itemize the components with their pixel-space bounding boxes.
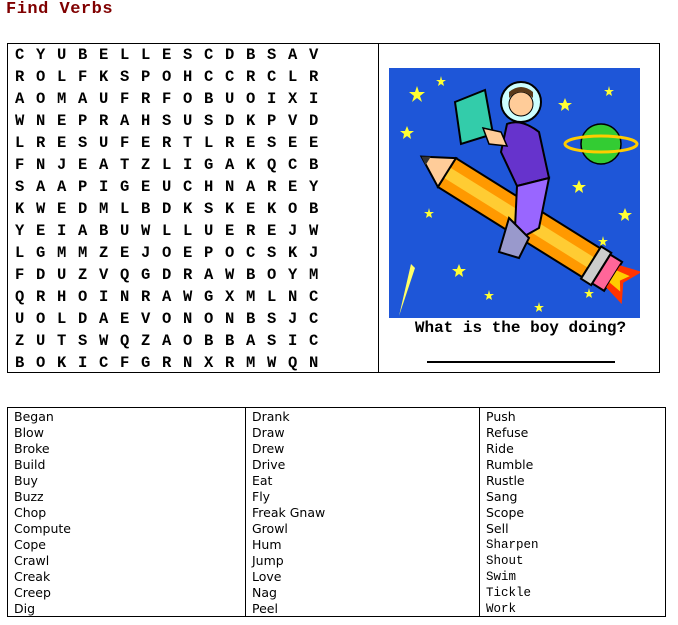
word-item: Ride xyxy=(486,441,514,456)
word-item: Cope xyxy=(14,537,47,552)
picture-cell xyxy=(380,44,661,372)
word-item: Dig xyxy=(14,601,36,616)
word-item: Drew xyxy=(252,441,285,456)
word-item: Work xyxy=(486,602,517,616)
word-item: Rumble xyxy=(486,457,534,472)
word-item: Eat xyxy=(252,473,273,488)
word-item: Began xyxy=(14,409,54,424)
word-item: Buzz xyxy=(14,489,44,504)
word-item: Compute xyxy=(14,521,72,536)
grid-row: Y E I A B U W L L U E R E J W xyxy=(15,222,320,240)
grid-row: Z U T S W Q Z A O B B A S I C xyxy=(15,332,320,350)
word-item: Shout xyxy=(486,554,524,568)
word-item: Creak xyxy=(14,569,51,584)
grid-row: L R E S U F E R T L R E S E E xyxy=(15,134,320,152)
word-item: Broke xyxy=(14,441,50,456)
boy-riding-pencil-image xyxy=(389,68,640,318)
word-column-3 xyxy=(480,408,666,616)
grid-row: Q R H O I N R A W G X M L N C xyxy=(15,288,320,306)
word-item: Swim xyxy=(486,570,517,584)
word-item: Build xyxy=(14,457,46,472)
word-item: Jump xyxy=(252,553,284,568)
grid-row: K W E D M L B D K S K E K O B xyxy=(15,200,320,218)
word-column-2 xyxy=(246,408,480,616)
grid-row: F N J E A T Z L I G A K Q C B xyxy=(15,156,320,174)
word-item: Growl xyxy=(252,521,288,536)
grid-row: S A A P I G E U C H N A R E Y xyxy=(15,178,320,196)
word-item: Push xyxy=(486,409,516,424)
word-item: Rustle xyxy=(486,473,525,488)
grid-row: W N E P R A H S U S D K P V D xyxy=(15,112,320,130)
word-item: Drank xyxy=(252,409,290,424)
word-item: Scope xyxy=(486,505,525,520)
word-item: Tickle xyxy=(486,586,532,600)
word-item: Sell xyxy=(486,521,509,536)
word-item: Crawl xyxy=(14,553,50,568)
word-item: Hum xyxy=(252,537,282,552)
word-item: Freak Gnaw xyxy=(252,505,326,520)
grid-row: L G M M Z E J O E P O C S K J xyxy=(15,244,320,262)
word-item: Nag xyxy=(252,585,277,600)
word-item: Peel xyxy=(252,601,278,616)
word-item: Chop xyxy=(14,505,47,520)
word-item: Draw xyxy=(252,425,285,440)
grid-row: B O K I C F G R N X R M W Q N xyxy=(15,354,320,372)
word-item: Sang xyxy=(486,489,518,504)
grid-row: F D U Z V Q G D R A W B O Y M xyxy=(15,266,320,284)
page-title: Find Verbs xyxy=(6,0,114,19)
word-item: Drive xyxy=(252,457,286,472)
word-column-1 xyxy=(8,408,246,616)
word-item: Refuse xyxy=(486,425,529,440)
word-item: Sharpen xyxy=(486,538,539,552)
word-item: Fly xyxy=(252,489,271,504)
grid-row: U O L D A E V O N O N B S J C xyxy=(15,310,320,328)
puzzle-table xyxy=(7,43,660,373)
grid-row: R O L F K S P O H C C R C L R xyxy=(15,68,320,86)
word-item: Creep xyxy=(14,585,51,600)
letter-grid xyxy=(8,44,379,372)
word-item: Buy xyxy=(14,473,38,488)
question-text: What is the boy doing? xyxy=(414,319,627,337)
grid-row: C Y U B E L L E S C D B S A V xyxy=(15,46,320,64)
word-item: Love xyxy=(252,569,282,584)
answer-line xyxy=(427,361,615,363)
word-list-table xyxy=(7,407,666,617)
grid-row: A O M A U F R F O B U O I X I xyxy=(15,90,320,108)
word-item: Blow xyxy=(14,425,44,440)
